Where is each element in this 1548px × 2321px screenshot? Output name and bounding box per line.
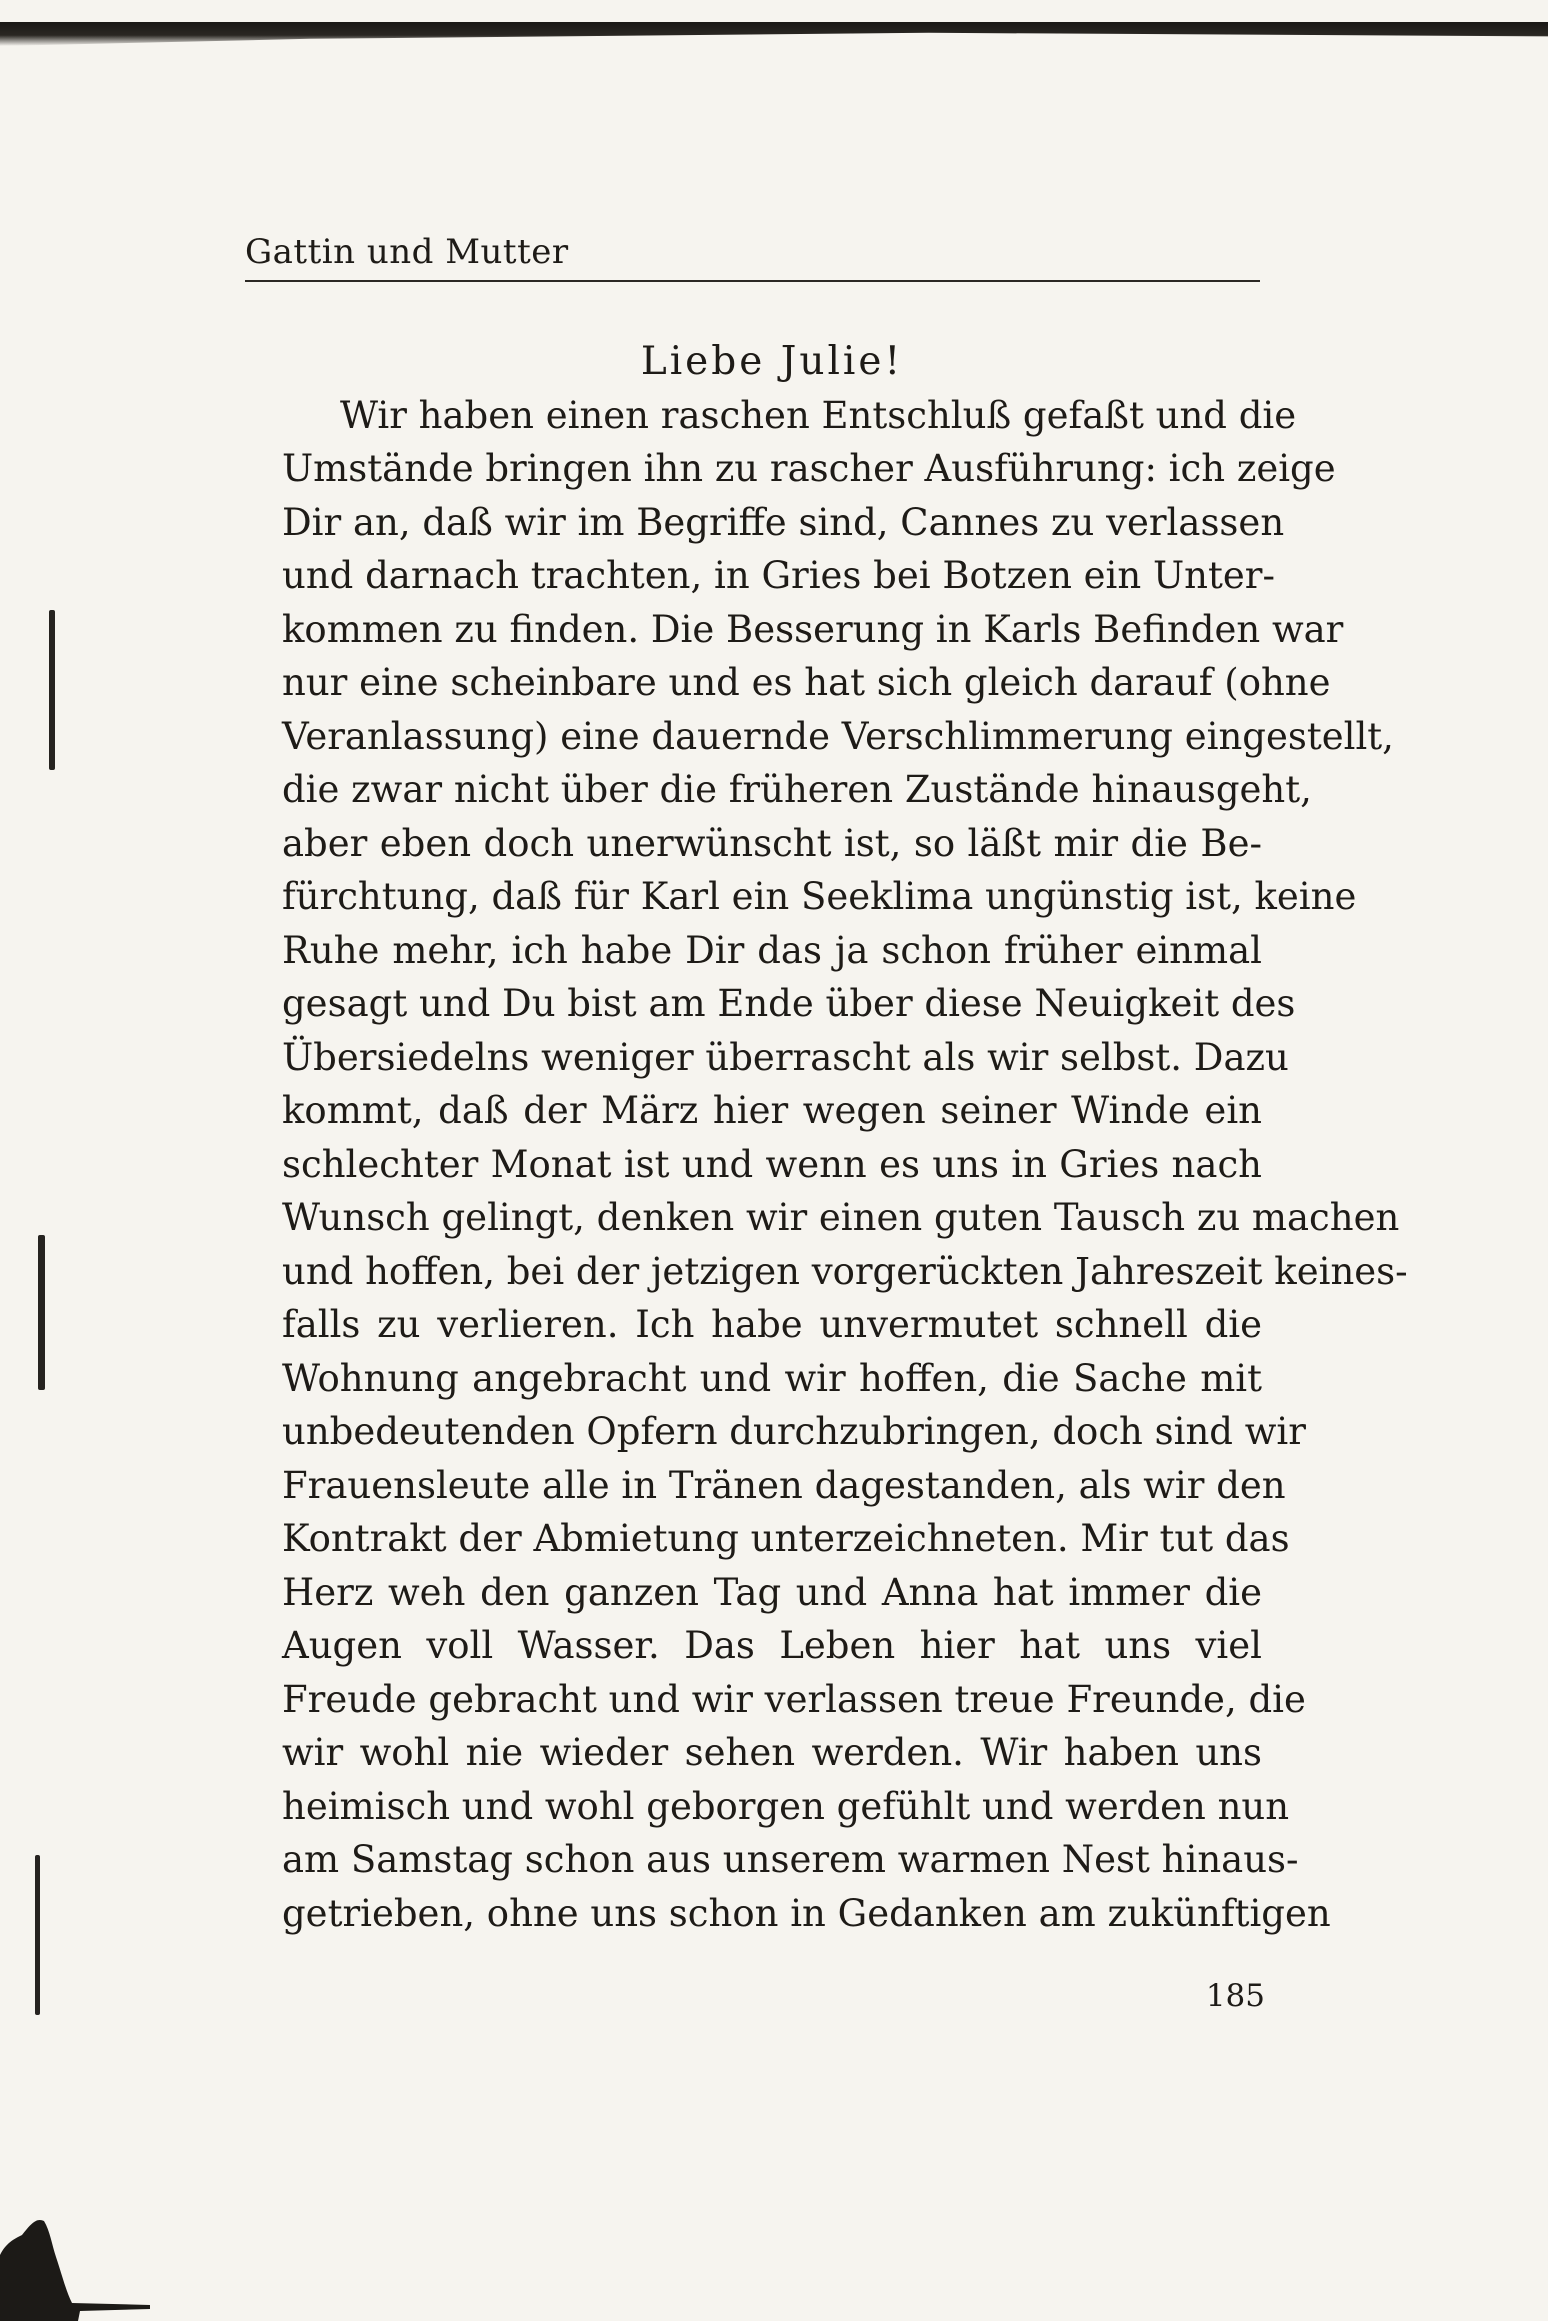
margin-mark <box>49 610 55 770</box>
running-title: Gattin und Mutter <box>245 232 569 272</box>
letter-salutation: Liebe Julie! <box>640 339 904 384</box>
text-line: Augen voll Wasser. Das Leben hier hat uns viel <box>282 1624 1262 1667</box>
text-line: heimisch und wohl geborgen gefühlt und werden nun <box>282 1784 1290 1828</box>
margin-mark <box>35 1855 40 2015</box>
page-number: 185 <box>1205 1978 1265 2014</box>
text-line: Dir an, daß wir im Begriffe sind, Cannes zu verlassen <box>282 500 1285 544</box>
text-line: und hoffen, bei der jetzigen vorgerückten Jahreszeit keines- <box>282 1249 1408 1293</box>
text-line: nur eine scheinbare und es hat sich gleich darauf (ohne <box>282 661 1331 704</box>
running-header <box>245 228 1260 282</box>
text-line: falls zu verlieren. Ich habe unvermutet schnell die <box>282 1303 1262 1346</box>
text-line: und darnach trachten, in Gries bei Botzen ein Unter- <box>282 554 1275 597</box>
text-line: die zwar nicht über die früheren Zustände hinausgeht, <box>282 768 1312 811</box>
text-line: am Samstag schon aus unserem warmen Nest hinaus- <box>282 1838 1299 1881</box>
margin-mark <box>38 1235 45 1390</box>
text-line: Herz weh den ganzen Tag und Anna hat immer die <box>282 1570 1262 1614</box>
text-line: unbedeutenden Opfern durchzubringen, doch sind wir <box>282 1410 1306 1453</box>
scan-top-edge <box>0 22 1548 46</box>
letter-body <box>282 335 1408 1940</box>
text-line: kommt, daß der März hier wegen seiner Winde ein <box>282 1089 1262 1132</box>
text-line: Wunsch gelingt, denken wir einen guten Tausch zu machen <box>282 1196 1400 1239</box>
scan-corner-smudge <box>0 2195 150 2321</box>
text-line: aber eben doch unerwünscht ist, so läßt mir die Be- <box>282 821 1262 865</box>
text-line: fürchtung, daß für Karl ein Seeklima ungünstig ist, keine <box>282 875 1357 918</box>
text-line: getrieben, ohne uns schon in Gedanken am zukünftigen <box>282 1891 1331 1935</box>
text-line: Wohnung angebracht und wir hoffen, die Sache mit <box>282 1356 1262 1400</box>
text-line: Übersiedelns weniger überrascht als wir selbst. Dazu <box>282 1035 1289 1079</box>
text-line: Kontrakt der Abmietung unterzeichneten. Mir tut das <box>282 1517 1290 1560</box>
text-line: wir wohl nie wieder sehen werden. Wir haben uns <box>282 1731 1262 1774</box>
text-line: Wir haben einen raschen Entschluß gefaßt und die <box>340 393 1297 437</box>
text-line: Veranlassung) eine dauernde Verschlimmerung eingestellt, <box>282 714 1394 758</box>
text-line: Umstände bringen ihn zu rascher Ausführung: ich zeige <box>282 447 1336 490</box>
text-line: Frauensleute alle in Tränen dagestanden, als wir den <box>282 1463 1286 1507</box>
text-line: gesagt und Du bist am Ende über diese Neuigkeit des <box>282 982 1296 1025</box>
text-line: Ruhe mehr, ich habe Dir das ja schon früher einmal <box>282 928 1262 972</box>
text-line: Freude gebracht und wir verlassen treue Freunde, die <box>282 1677 1306 1721</box>
text-line: schlechter Monat ist und wenn es uns in Gries nach <box>282 1142 1262 1186</box>
text-line: kommen zu finden. Die Besserung in Karls Befinden war <box>282 607 1344 651</box>
